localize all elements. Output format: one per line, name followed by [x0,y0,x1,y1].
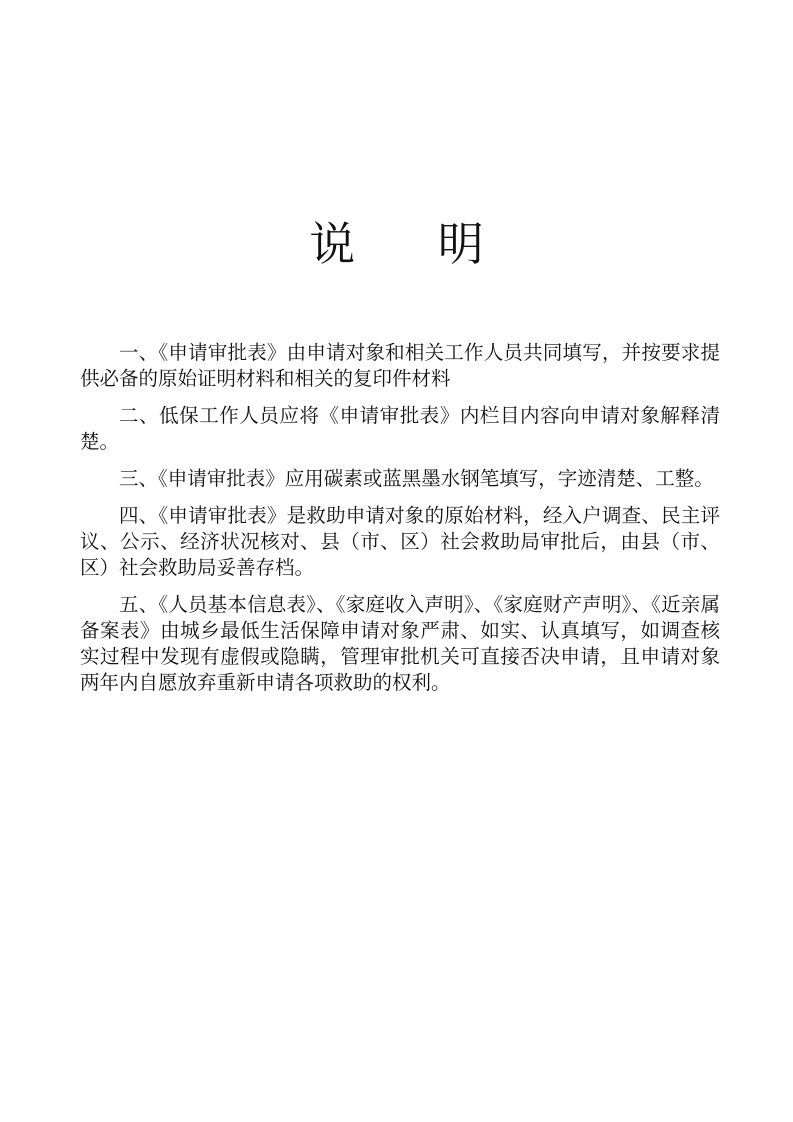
instruction-item-3: 三、《申请审批表》应用碳素或蓝黑墨水钢笔填写，字迹清楚、工整。 [119,467,714,490]
instruction-item-1: 一、《申请审批表》由申请对象和相关工作人员共同填写，并按要求提供必备的原始证明材料和相关的复印件材料 [80,341,720,390]
instructions-body [80,340,720,707]
instruction-item-5: 五、《人员基本信息表》、《家庭收入声明》、《家庭财产声明》、《近亲属备案表》由城乡最低生活保障申请对象严肃、如实、认真填写，如调查核实过程中发现有虚假或隐瞒，管理审批机关可直接否决申请，且申请对象两年内自愿放弃重新申请各项救助的权利。 [80,593,720,694]
page-title: 说 明 [309,216,518,271]
instruction-item-2: 二、低保工作人员应将《申请审批表》内栏目内容向申请对象解释清楚。 [80,404,720,453]
instruction-item-4: 四、《申请审批表》是救助申请对象的原始材料，经入户调查、民主评议、公示、经济状况核对、县（市、区）社会救助局审批后，由县（市、区）社会救助局妥善存档。 [80,504,720,579]
